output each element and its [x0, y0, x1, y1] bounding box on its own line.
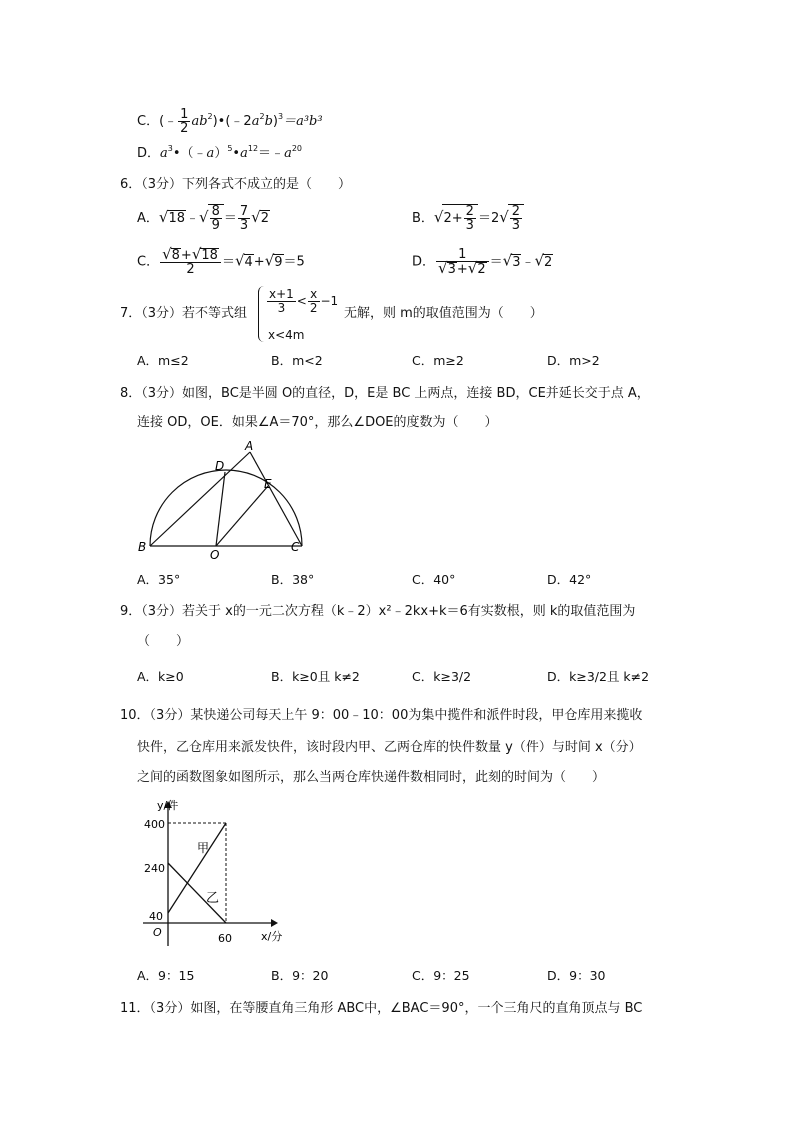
q6-option-a: A．√18﹣√ $\frac{8}{9}$ ＝ $\frac{7}{3}$ √2 [137, 204, 270, 233]
label-e: E [264, 477, 272, 491]
q7-option-c: C．m≥2 [412, 353, 464, 368]
label-a: A [245, 439, 254, 453]
segment-ca [250, 452, 302, 546]
q7-option-b: B．m<2 [271, 353, 323, 368]
q8-option-a: A．35° [137, 572, 181, 587]
q9-option-d: D．k≥3/2且 k≠2 [547, 669, 650, 684]
origin-label: O [153, 926, 162, 939]
q10-option-b: B．9：20 [271, 968, 329, 983]
x-tick-60: 60 [218, 932, 232, 945]
x-axis-label: x/分 [261, 930, 283, 943]
q6-stem: 6．（3分）下列各式不成立的是（ ） [120, 177, 352, 192]
y-axis-label: y/件 [157, 799, 179, 812]
q5-option-c: C．(﹣ $\frac{1}{2}$ $ab^2)•(﹣2a^2b)^3=a^3b^3$ [137, 107, 323, 136]
q10-option-d: D．9：30 [547, 968, 606, 983]
q7-prefix: 7．（3分）若不等式组 [120, 306, 248, 321]
q8-line1: 8．（3分）如图，BC是半圆 O的直径，D，E是 BC 上两点，连接 BD，CE并延长交于点 A， [120, 386, 650, 401]
q6-option-b: B．√2+ $\frac{2}{3}$ ＝2√ $\frac{2}{3}$ [412, 204, 524, 232]
q9-option-b: B．k≥0且 k≠2 [271, 669, 360, 684]
q10-option-a: A．9：15 [137, 968, 195, 983]
q8-option-b: B．38° [271, 572, 315, 587]
q9-line2: （ ） [137, 634, 190, 649]
q7-system-brace [258, 286, 266, 342]
q6-option-d: D． $\frac{1}{√3+√2}$ ＝√3﹣√2 [412, 247, 553, 277]
q7-suffix: 无解，则 m的取值范围为（ ） [344, 306, 543, 321]
segment-ba [150, 452, 250, 546]
label-o: O [210, 548, 220, 560]
q9-option-c: C．k≥3/2 [412, 669, 472, 684]
q8-option-d: D．42° [547, 572, 592, 587]
q10-option-c: C．9：25 [412, 968, 470, 983]
y-tick-400: 400 [144, 818, 165, 831]
q7-inequality-1: $\frac{x+1}{3}$ < $\frac{x}{2}$ −1 [269, 287, 339, 315]
q7-option-a: A．m≤2 [137, 353, 189, 368]
q7-option-d: D．m>2 [547, 353, 600, 368]
q5-option-d: D．$a^3•(﹣a)^5•a^{12}=﹣a^{20}$ [137, 144, 303, 161]
q6-option-c: C． $\frac{√8+√18}{2}$ ＝√4+√9＝5 [137, 245, 305, 277]
label-c: C [291, 540, 300, 554]
q8-option-c: C．40° [412, 572, 456, 587]
label-d: D [215, 459, 225, 473]
x-axis-arrow [271, 919, 278, 927]
q8-semicircle-figure [130, 436, 320, 560]
y-tick-40: 40 [149, 910, 163, 923]
q10-line1: 10．（3分）某快递公司每天上午 9：00﹣10：00为集中揽件和派件时段，甲仓库用来揽收 [120, 708, 643, 723]
q10-function-graph [135, 796, 295, 952]
series-label-yi: 乙 [206, 891, 220, 906]
q10-line2: 快件，乙仓库用来派发快件，该时段内甲、乙两仓库的快件数量 y（件）与时间 x（分） [137, 740, 642, 755]
series-label-jia: 甲 [197, 841, 210, 855]
q9-line1: 9．（3分）若关于 x的一元二次方程（k﹣2）x²﹣2kx+k＝6有实数根，则 k的取值范围为 [120, 604, 636, 619]
y-tick-240: 240 [144, 862, 165, 875]
q8-line2: 连接 OD，OE．如果∠A＝70°，那么∠DOE的度数为（ ） [137, 415, 498, 430]
q11-line1: 11．（3分）如图，在等腰直角三角形 ABC中，∠BAC＝90°，一个三角尺的直角顶点与 BC [120, 1001, 643, 1016]
q7-inequality-2: x<4m [268, 328, 305, 342]
segment-oe [216, 486, 268, 546]
q9-option-a: A．k≥0 [137, 669, 184, 684]
q10-line3: 之间的函数图象如图所示，那么当两仓库快递件数相同时，此刻的时间为（ ） [137, 770, 606, 785]
label-b: B [138, 540, 147, 554]
